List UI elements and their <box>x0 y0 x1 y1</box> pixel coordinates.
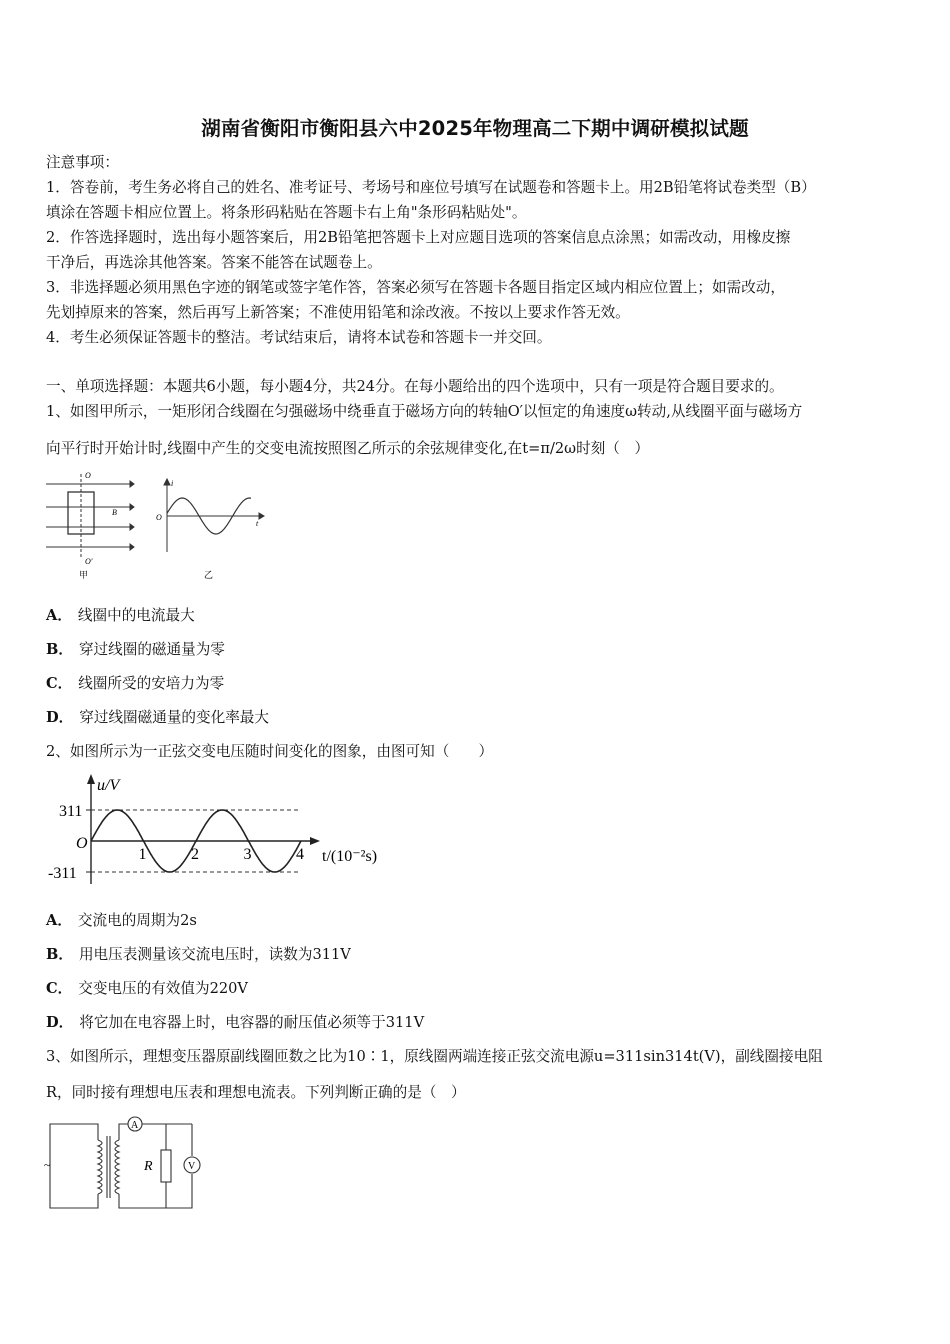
q2-x-tick-label: 4 <box>296 846 304 863</box>
q2-x-axis-arrow <box>310 837 320 845</box>
q1-stem-line2: 向平行时开始计时,线圈中产生的交变电流按照图乙所示的余弦规律变化,在t=π/2ω时刻（ ） <box>46 440 650 457</box>
option-text: 线圈中的电流最大 <box>77 607 195 624</box>
q3-stem-line1: 3、如图所示，理想变压器原副线圈匝数之比为10∶1，原线圈两端连接正弦交流电源u=311sin314t(V)，副线圈接电阻 <box>46 1048 823 1065</box>
q1-axis-label-i: i <box>171 479 174 488</box>
q2-x-tick-label: 3 <box>243 846 252 863</box>
q2-x-tick-label: 2 <box>191 846 199 863</box>
option-text: 用电压表测量该交流电压时，读数为311V <box>78 946 351 963</box>
notice-line: 填涂在答题卡相应位置上。将条形码粘贴在答题卡右上角"条形码粘贴处"。 <box>46 204 527 221</box>
section-heading: 一、单项选择题：本题共6小题，每小题4分，共24分。在每小题给出的四个选项中，只有一项是符合题目要求的。 <box>46 378 784 395</box>
q2-option-c[interactable] <box>46 979 248 999</box>
q2-y-tick-label: 311 <box>59 803 83 820</box>
q1-figure-jia <box>46 474 134 558</box>
q2-y-axis-arrow <box>87 774 95 784</box>
notice-line: 先划掉原来的答案，然后再写上新答案；不准使用铅笔和涂改液。不按以上要求作答无效。 <box>46 304 630 321</box>
notice-line: 4．考生必须保证答题卡的整洁。考试结束后，请将本试卷和答题卡一并交回。 <box>46 329 552 346</box>
voltmeter-label: V <box>188 1161 196 1172</box>
option-label: D． <box>46 1014 74 1031</box>
option-text: 将它加在电容器上时，电容器的耐压值必须等于311V <box>79 1014 425 1031</box>
q1-option-c[interactable] <box>46 674 224 694</box>
q2-y-tick-label: -311 <box>48 865 77 882</box>
q2-option-b[interactable] <box>46 945 351 965</box>
q2-option-a[interactable] <box>46 911 197 931</box>
option-text: 线圈所受的安培力为零 <box>78 675 225 692</box>
option-label: A． <box>46 607 72 624</box>
option-label: D． <box>46 709 74 726</box>
q1-option-a[interactable] <box>46 606 195 626</box>
resistor-label: R <box>144 1159 153 1174</box>
option-label: C． <box>46 675 73 692</box>
q3-stem-line2: R，同时接有理想电压表和理想电流表。下列判断正确的是（ ） <box>46 1084 466 1101</box>
notice-line: 1．答卷前，考生务必将自己的姓名、准考证号、考场号和座位号填写在试题卷和答题卡上。用2B铅笔将试卷类型（B） <box>46 179 816 196</box>
q1-axis-label-t: t <box>256 519 259 528</box>
option-label: B． <box>46 641 73 658</box>
q1-axis-label-o-bottom: O′ <box>85 557 93 566</box>
q2-stem: 2、如图所示为一正弦交变电压随时间变化的图象，由图可知（ ） <box>46 743 494 760</box>
ac-source-icon: ~ <box>44 1158 51 1172</box>
q2-voltage-chart <box>40 770 400 890</box>
option-text: 穿过线圈磁通量的变化率最大 <box>79 709 269 726</box>
q2-x-axis-label: t/(10⁻²s) <box>322 848 378 865</box>
notice-line: 干净后，再选涂其他答案。答案不能答在试题卷上。 <box>46 254 382 271</box>
ammeter-label: A <box>131 1120 139 1131</box>
q1-field-label-b: B <box>112 508 117 517</box>
q1-caption-yi: 乙 <box>204 570 214 580</box>
option-text: 穿过线圈的磁通量为零 <box>78 641 225 658</box>
q2-origin-label: O <box>76 835 88 852</box>
option-label: C． <box>46 980 73 997</box>
q2-y-axis-label: u/V <box>97 777 120 794</box>
q1-figure-yi <box>164 479 264 552</box>
q1-origin-label: O <box>156 513 162 522</box>
option-label: B． <box>46 946 73 963</box>
page-title: 湖南省衡阳市衡阳县六中2025年物理高二下期中调研模拟试题 <box>201 117 749 140</box>
q1-stem-line1: 1、如图甲所示，一矩形闭合线圈在匀强磁场中绕垂直于磁场方向的转轴O′以恒定的角速度ω转动,从线圈平面与磁场方 <box>46 403 803 420</box>
q1-option-d[interactable] <box>46 708 269 728</box>
q1-figure <box>42 466 272 584</box>
option-label: A． <box>46 912 72 929</box>
option-text: 交流电的周期为2s <box>77 912 197 929</box>
q1-option-b[interactable] <box>46 640 225 660</box>
q2-option-d[interactable] <box>46 1013 424 1033</box>
q1-axis-label-o-top: O <box>85 471 91 480</box>
notice-line: 3．非选择题必须用黑色字迹的钢笔或签字笔作答，答案必须写在答题卡各题目指定区域内相应位置上；如需改动， <box>46 279 785 296</box>
notice-line: 2．作答选择题时，选出每小题答案后，用2B铅笔把答题卡上对应题目选项的答案信息点涂黑；如需改动，用橡皮擦 <box>46 229 791 246</box>
notice-heading: 注意事项： <box>46 154 119 171</box>
q3-circuit-figure <box>42 1112 212 1214</box>
q2-x-tick-label: 1 <box>138 846 147 863</box>
q1-caption-jia: 甲 <box>79 570 89 580</box>
option-text: 交变电压的有效值为220V <box>78 980 248 997</box>
